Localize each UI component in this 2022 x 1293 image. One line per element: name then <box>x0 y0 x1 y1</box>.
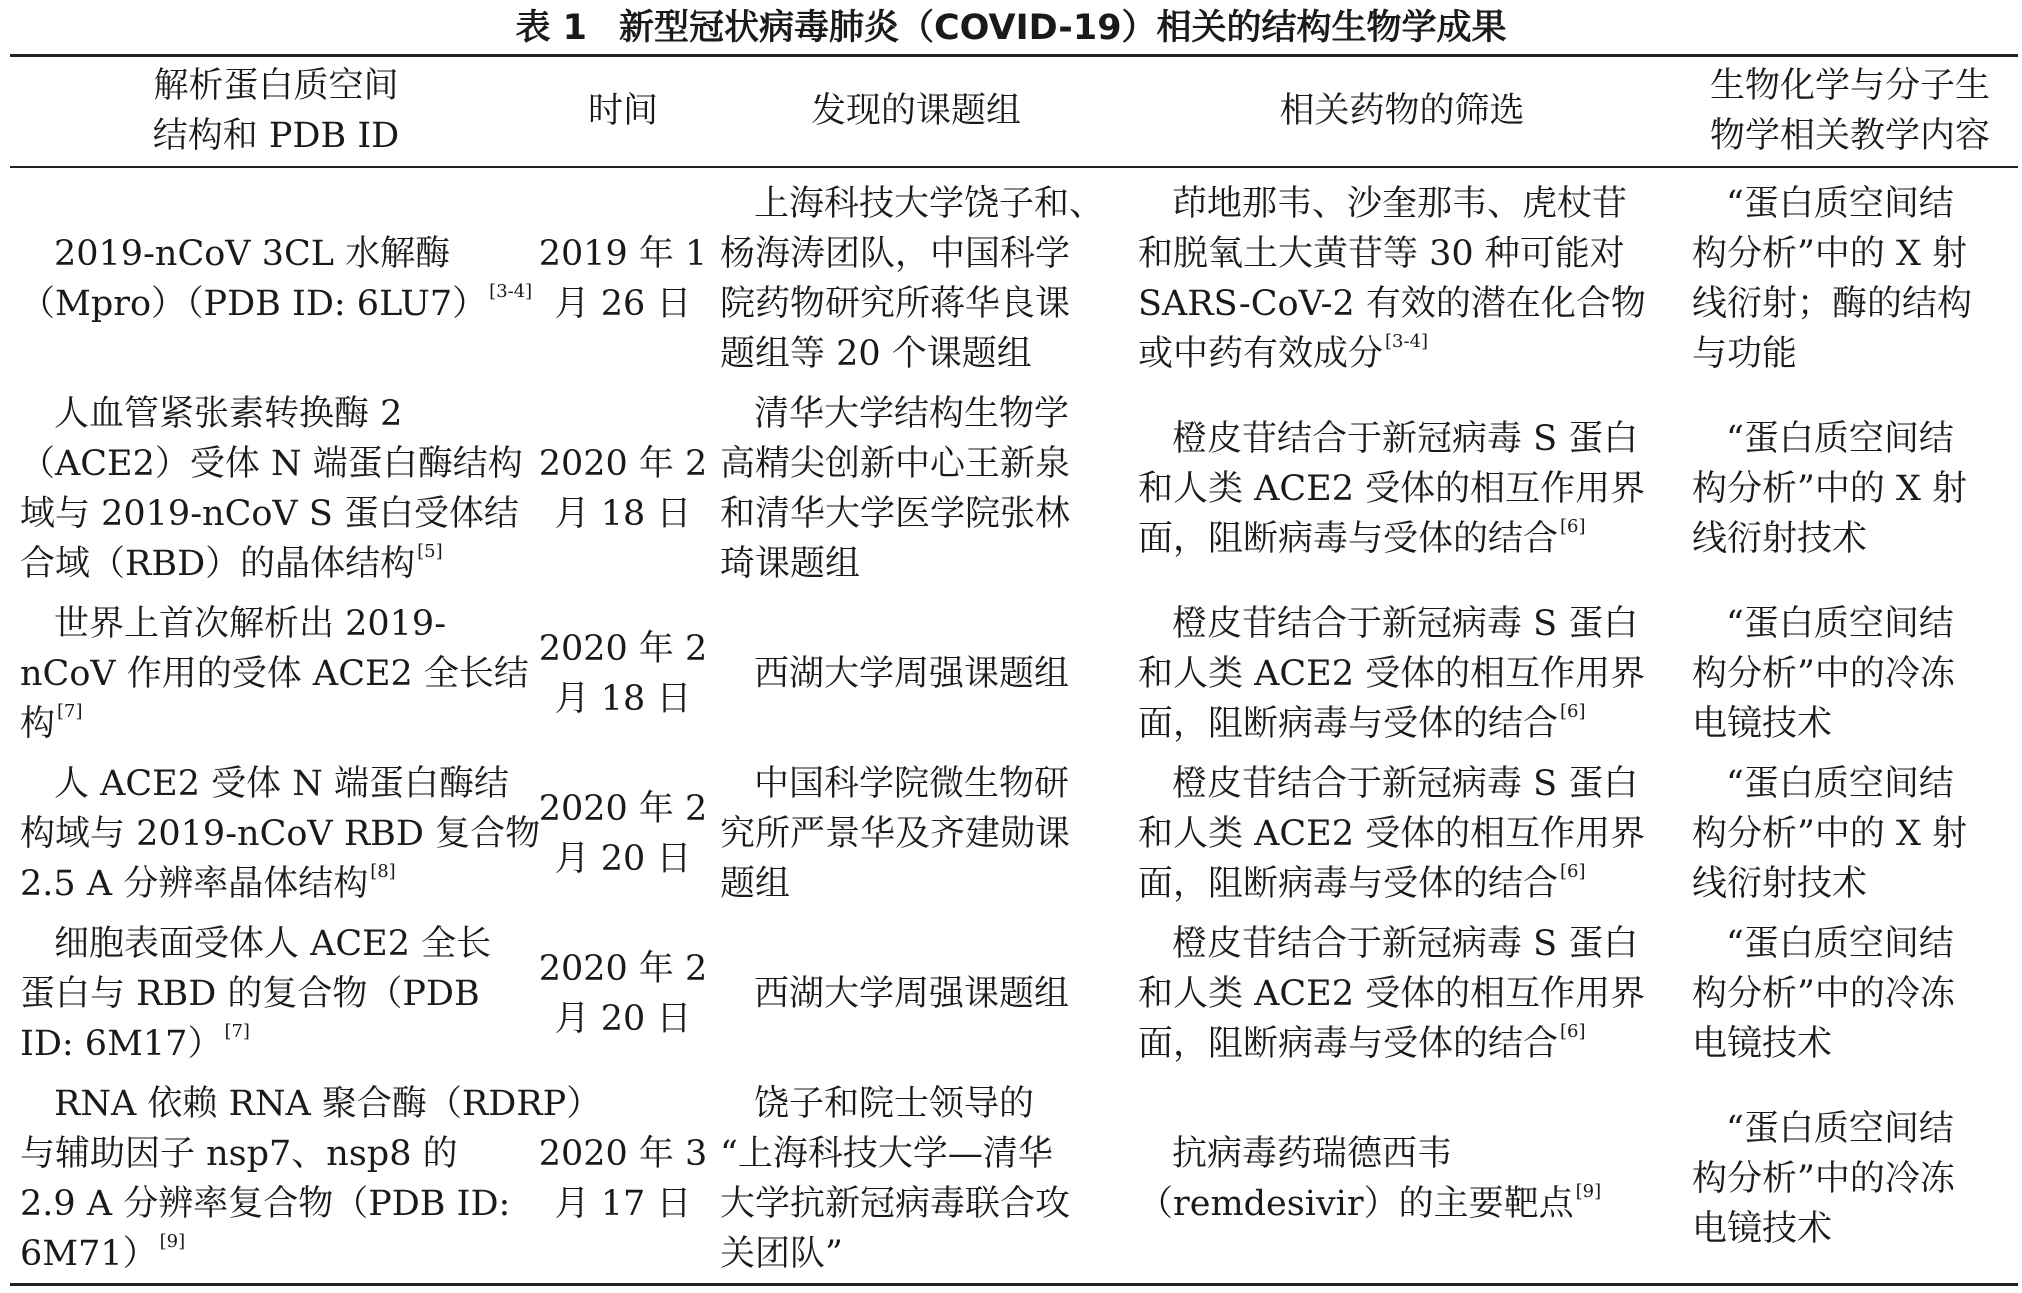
cell-line: 面，阻断病毒与受体的结合 [6] <box>1138 516 1586 559</box>
cell-line: 上海科技大学饶子和、 <box>754 184 1105 224</box>
table-cell-drugs <box>1138 756 1678 912</box>
cell-line: 构分析”中的冷冻 <box>1692 974 1955 1014</box>
cell-line: 电镜技术 <box>1692 704 1833 744</box>
table-cell-group <box>720 1076 1122 1282</box>
cell-line: “蛋白质空间结 <box>1726 604 1954 644</box>
cell-line: 构分析”中的冷冻 <box>1692 1159 1955 1199</box>
cell-line: “蛋白质空间结 <box>1726 184 1954 224</box>
citation-ref: [6] <box>1560 701 1586 722</box>
cell-line: 6M71） [9] <box>20 1231 186 1274</box>
header-date <box>540 58 706 164</box>
cell-line: 与功能 <box>1692 334 1798 374</box>
cell-line: 构 [7] <box>20 701 83 744</box>
cell-line: 电镜技术 <box>1692 1209 1833 1249</box>
cell-line: 杨海涛团队，中国科学 <box>720 234 1071 274</box>
table-cell-structure <box>20 386 532 592</box>
cell-line: 2.5 A 分辨率晶体结构 [8] <box>20 861 396 904</box>
table-cell-structure <box>20 756 541 912</box>
cell-line: “蛋白质空间结 <box>1726 764 1954 804</box>
cell-line: （Mpro）（PDB ID: 6LU7） [3-4] <box>20 281 533 324</box>
header-drugs <box>1132 58 1672 164</box>
cell-line: 琦课题组 <box>720 544 861 584</box>
header-group <box>716 58 1116 164</box>
header-line: 生物化学与分子生 <box>1709 66 1990 106</box>
table-cell-drugs <box>1138 1076 1678 1282</box>
cell-line: 西湖大学周强课题组 <box>754 654 1070 694</box>
cell-line: 线衍射技术 <box>1692 519 1868 559</box>
cell-line: 2.9 A 分辨率复合物（PDB ID: <box>20 1184 511 1224</box>
table-cell-group <box>720 756 1122 912</box>
cell-line: 橙皮苷结合于新冠病毒 S 蛋白 <box>1172 764 1639 804</box>
cell-line: “蛋白质空间结 <box>1726 924 1954 964</box>
cell-line: 电镜技术 <box>1692 1024 1833 1064</box>
bottom-rule <box>10 1283 2018 1286</box>
header-line: 发现的课题组 <box>810 91 1021 131</box>
cell-line: 域与 2019-nCoV S 蛋白受体结 <box>20 494 519 534</box>
cell-line: 2020 年 3 <box>538 1134 708 1174</box>
cell-line: 线衍射技术 <box>1692 864 1868 904</box>
table-cell-group <box>720 596 1122 752</box>
table-cell-group <box>720 916 1122 1072</box>
citation-ref: [9] <box>159 1231 186 1252</box>
cell-line: 2019 年 1 <box>538 234 708 274</box>
table-cell-drugs <box>1138 176 1678 382</box>
cell-line: 院药物研究所蒋华良课 <box>720 284 1071 324</box>
table-cell-group <box>720 386 1122 592</box>
cell-line: 高精尖创新中心王新泉 <box>720 444 1071 484</box>
cell-line: 合域（RBD）的晶体结构 [5] <box>20 541 443 584</box>
table-cell-group <box>720 176 1122 382</box>
cell-line: 构域与 2019-nCoV RBD 复合物 <box>20 814 541 854</box>
cell-line: 和人类 ACE2 受体的相互作用界 <box>1138 469 1646 509</box>
cell-line: 世界上首次解析出 2019- <box>54 604 447 644</box>
cell-line: 抗病毒药瑞德西韦 <box>1172 1134 1453 1174</box>
cell-line: 月 18 日 <box>554 494 692 534</box>
citation-ref: [7] <box>57 701 83 722</box>
citation-ref: [6] <box>1560 1021 1586 1042</box>
table-cell-date <box>540 386 706 592</box>
cell-line: 面，阻断病毒与受体的结合 [6] <box>1138 701 1586 744</box>
cell-line: 橙皮苷结合于新冠病毒 S 蛋白 <box>1172 924 1639 964</box>
table-cell-date <box>540 176 706 382</box>
cell-line: 人血管紧张素转换酶 2 <box>54 394 403 434</box>
cell-line: 细胞表面受体人 ACE2 全长 <box>54 924 492 964</box>
cell-line: 和人类 ACE2 受体的相互作用界 <box>1138 654 1646 694</box>
table-cell-teaching <box>1692 1076 2020 1282</box>
cell-line: 大学抗新冠病毒联合攻 <box>720 1184 1071 1224</box>
top-rule <box>10 54 2018 57</box>
header-line: 相关药物的筛选 <box>1279 91 1525 131</box>
cell-line: 和清华大学医学院张林 <box>720 494 1071 534</box>
header-rule <box>10 166 2018 168</box>
table-label: 表 1 <box>515 8 587 48</box>
table-cell-structure <box>20 596 532 752</box>
cell-line: 和人类 ACE2 受体的相互作用界 <box>1138 814 1646 854</box>
cell-line: 中国科学院微生物研 <box>754 764 1070 804</box>
cell-line: 月 18 日 <box>554 679 692 719</box>
cell-line: 构分析”中的 X 射 <box>1692 469 1968 509</box>
cell-line: 橙皮苷结合于新冠病毒 S 蛋白 <box>1172 604 1639 644</box>
cell-line: 与辅助因子 nsp7、nsp8 的 <box>20 1134 458 1174</box>
cell-line: 构分析”中的冷冻 <box>1692 654 1955 694</box>
cell-line: （ACE2）受体 N 端蛋白酶结构 <box>20 444 523 484</box>
citation-ref: [5] <box>417 541 443 562</box>
table-cell-structure <box>20 916 532 1072</box>
cell-line: nCoV 作用的受体 ACE2 全长结 <box>20 654 529 694</box>
table-cell-date <box>540 916 706 1072</box>
cell-line: “蛋白质空间结 <box>1726 419 1954 459</box>
cell-line: 清华大学结构生物学 <box>754 394 1070 434</box>
table-title: 新型冠状病毒肺炎（COVID-19）相关的结构生物学成果 <box>619 8 1507 48</box>
table-cell-teaching <box>1692 916 2020 1072</box>
cell-line: 面，阻断病毒与受体的结合 [6] <box>1138 1021 1586 1064</box>
table-cell-date <box>540 596 706 752</box>
cell-line: 面，阻断病毒与受体的结合 [6] <box>1138 861 1586 904</box>
header-line: 解析蛋白质空间 <box>153 66 399 106</box>
table-cell-date <box>540 756 706 912</box>
header-teaching <box>1680 58 2020 164</box>
cell-line: 月 17 日 <box>554 1184 692 1224</box>
table-cell-teaching <box>1692 756 2020 912</box>
table-cell-drugs <box>1138 596 1678 752</box>
cell-line: 月 20 日 <box>554 999 692 1039</box>
table-cell-teaching <box>1692 176 2020 382</box>
header-line: 物学相关教学内容 <box>1709 116 1990 156</box>
table-cell-structure <box>20 1076 602 1282</box>
cell-line: 题组 <box>720 864 791 904</box>
header-line: 时间 <box>587 91 658 131</box>
cell-line: 西湖大学周强课题组 <box>754 974 1070 1014</box>
citation-ref: [9] <box>1575 1181 1602 1202</box>
table-cell-date <box>540 1076 706 1282</box>
cell-line: 人 ACE2 受体 N 端蛋白酶结 <box>54 764 510 804</box>
table-cell-drugs <box>1138 386 1678 592</box>
cell-line: 关团队” <box>720 1234 843 1274</box>
cell-line: 题组等 20 个课题组 <box>720 334 1032 374</box>
cell-line: ID: 6M17） [7] <box>20 1021 250 1064</box>
table-cell-teaching <box>1692 596 2020 752</box>
cell-line: “蛋白质空间结 <box>1726 1109 1954 1149</box>
citation-ref: [8] <box>370 861 396 882</box>
cell-line: 和人类 ACE2 受体的相互作用界 <box>1138 974 1646 1014</box>
citation-ref: [3-4] <box>489 281 533 302</box>
cell-line: “上海科技大学—清华 <box>720 1134 1053 1174</box>
table-cell-teaching <box>1692 386 2020 592</box>
header-structure <box>16 58 536 164</box>
cell-line: 月 26 日 <box>554 284 692 324</box>
cell-line: 构分析”中的 X 射 <box>1692 814 1968 854</box>
cell-line: 茚地那韦、沙奎那韦、虎杖苷 <box>1172 184 1628 224</box>
cell-line: （remdesivir）的主要靶点 [9] <box>1138 1181 1602 1224</box>
cell-line: 蛋白与 RBD 的复合物（PDB <box>20 974 480 1014</box>
cell-line: 究所严景华及齐建勋课 <box>720 814 1071 854</box>
citation-ref: [6] <box>1560 861 1586 882</box>
citation-ref: [6] <box>1560 516 1586 537</box>
cell-line: 2020 年 2 <box>538 629 708 669</box>
cell-line: 月 20 日 <box>554 839 692 879</box>
citation-ref: [7] <box>224 1021 250 1042</box>
cell-line: RNA 依赖 RNA 聚合酶（RDRP） <box>54 1084 602 1124</box>
cell-line: 和脱氧土大黄苷等 30 种可能对 <box>1138 234 1625 274</box>
citation-ref: [3-4] <box>1385 331 1429 352</box>
header-line: 结构和 PDB ID <box>152 116 400 156</box>
table-caption <box>0 6 2022 50</box>
cell-line: 或中药有效成分 [3-4] <box>1138 331 1429 374</box>
table-cell-structure <box>20 176 532 382</box>
cell-line: 橙皮苷结合于新冠病毒 S 蛋白 <box>1172 419 1639 459</box>
cell-line: 构分析”中的 X 射 <box>1692 234 1968 274</box>
cell-line: 2020 年 2 <box>538 444 708 484</box>
cell-line: 2019-nCoV 3CL 水解酶 <box>54 234 451 274</box>
table-cell-drugs <box>1138 916 1678 1072</box>
cell-line: 2020 年 2 <box>538 789 708 829</box>
cell-line: 饶子和院士领导的 <box>754 1084 1035 1124</box>
cell-line: 线衍射；酶的结构 <box>1692 284 1973 324</box>
cell-line: 2020 年 2 <box>538 949 708 989</box>
cell-line: SARS-CoV-2 有效的潜在化合物 <box>1138 284 1646 324</box>
